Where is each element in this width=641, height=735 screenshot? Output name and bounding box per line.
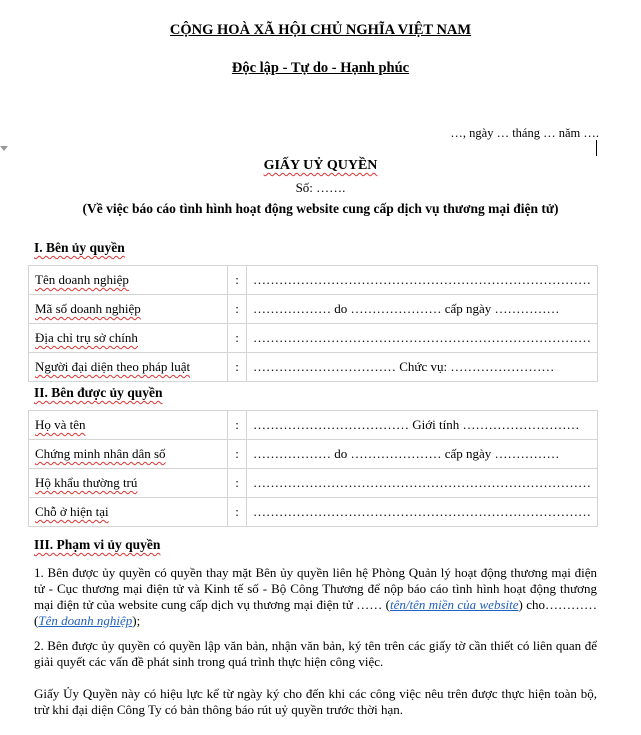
field-label: Chỗ ở hiện tại [29,498,228,527]
table-row [29,469,598,498]
field-colon: : [228,295,247,324]
field-value[interactable]: …………………………………………………………………… [247,266,598,295]
table-row [29,266,598,295]
company-name-link[interactable]: Tên doanh nghiệp [38,613,133,628]
national-title: CỘNG HOÀ XÃ HỘI CHỦ NGHĨA VIỆT NAM [169,22,472,38]
field-value[interactable]: …………………………………………………………………… [247,469,598,498]
document-title [0,158,641,174]
grantee-table [28,410,598,527]
table-row [29,295,598,324]
scope-paragraph-1-end: ); [132,613,141,628]
section-heading-grantee [34,385,163,401]
section-heading-grantor [34,240,125,256]
section-heading-scope [34,537,160,553]
table-row [29,498,598,527]
field-colon: : [228,353,247,382]
field-value[interactable]: …………………………………………………………………… [247,324,598,353]
table-row [29,440,598,469]
national-motto: Độc lập - Tự do - Hạnh phúc [231,60,410,76]
field-label: Hộ khẩu thường trú [29,469,228,498]
field-colon: : [228,324,247,353]
scope-paragraph-1-middle: ) cho………… ( [34,597,597,628]
field-label: Chứng minh nhân dân số [29,440,228,469]
document-number: Số: ……. [295,180,346,195]
field-label: Mã số doanh nghiệp [29,295,228,324]
field-value[interactable]: …………………………………………………………………… [247,498,598,527]
field-colon: : [228,469,247,498]
section-heading-grantee-text: II. Bên được ủy quyền [34,385,163,400]
field-colon: : [228,266,247,295]
document-title-text: GIẤY UỶ QUYỀN [263,158,378,173]
scope-paragraph-1 [34,565,597,629]
grantor-table [28,265,598,382]
field-label: Họ và tên [29,411,228,440]
field-colon: : [228,440,247,469]
scope-paragraph-2: 2. Bên được ủy quyền có quyền lập văn bản, nhận văn bản, ký tên trên các giấy tờ cần thiết có liên quan để giải quyết các vấn đề phát sinh trong quá trình thực hiện công việc. [34,638,597,669]
field-label: Địa chỉ trụ sở chính [29,324,228,353]
section-heading-scope-text: III. Phạm vi ủy quyền [34,537,161,552]
field-colon: : [228,498,247,527]
field-value[interactable]: ……………… do ………………… cấp ngày …………… [247,440,598,469]
field-label: Tên doanh nghiệp [29,266,228,295]
section-heading-grantor-text: I. Bên ủy quyền [34,240,125,255]
table-row [29,353,598,382]
text-cursor [596,140,597,156]
table-row [29,324,598,353]
validity-paragraph: Giấy Ủy Quyền này có hiệu lực kể từ ngày ký cho đến khi các công việc nêu trên được thực hiện toàn bộ, trừ khi đại diện Công Ty có bản thông báo rút uỷ quyền trước thời hạn. [34,686,597,717]
field-value[interactable]: ……………………………… Giới tính ……………………… [247,411,598,440]
field-label: Người đại diện theo pháp luật [29,353,228,382]
date-line: …, ngày … tháng … năm …. [450,126,599,140]
scope-paragraph-1-text: 1. Bên được ủy quyền có quyền thay mặt Bên ủy quyền liên hệ Phòng Quản lý hoạt động thương mại điện tử - Cục thương mại điện tử và Kinh tế số - Bộ Công Thương để nộp báo cáo tình hình hoạt động thương mại điện tử của website cung cấp dịch vụ thương mại điện tử …… ( [34,565,597,612]
field-value[interactable]: …………………………… Chức vụ: …………………… [247,353,598,382]
document-subject: (Về việc báo cáo tình hình hoạt động website cung cấp dịch vụ thương mại điện tử) [82,201,559,216]
field-colon: : [228,411,247,440]
field-value[interactable]: ……………… do ………………… cấp ngày …………… [247,295,598,324]
margin-marker-icon [0,146,8,151]
table-row [29,411,598,440]
website-name-link[interactable]: tên/tên miền của website [390,597,519,612]
